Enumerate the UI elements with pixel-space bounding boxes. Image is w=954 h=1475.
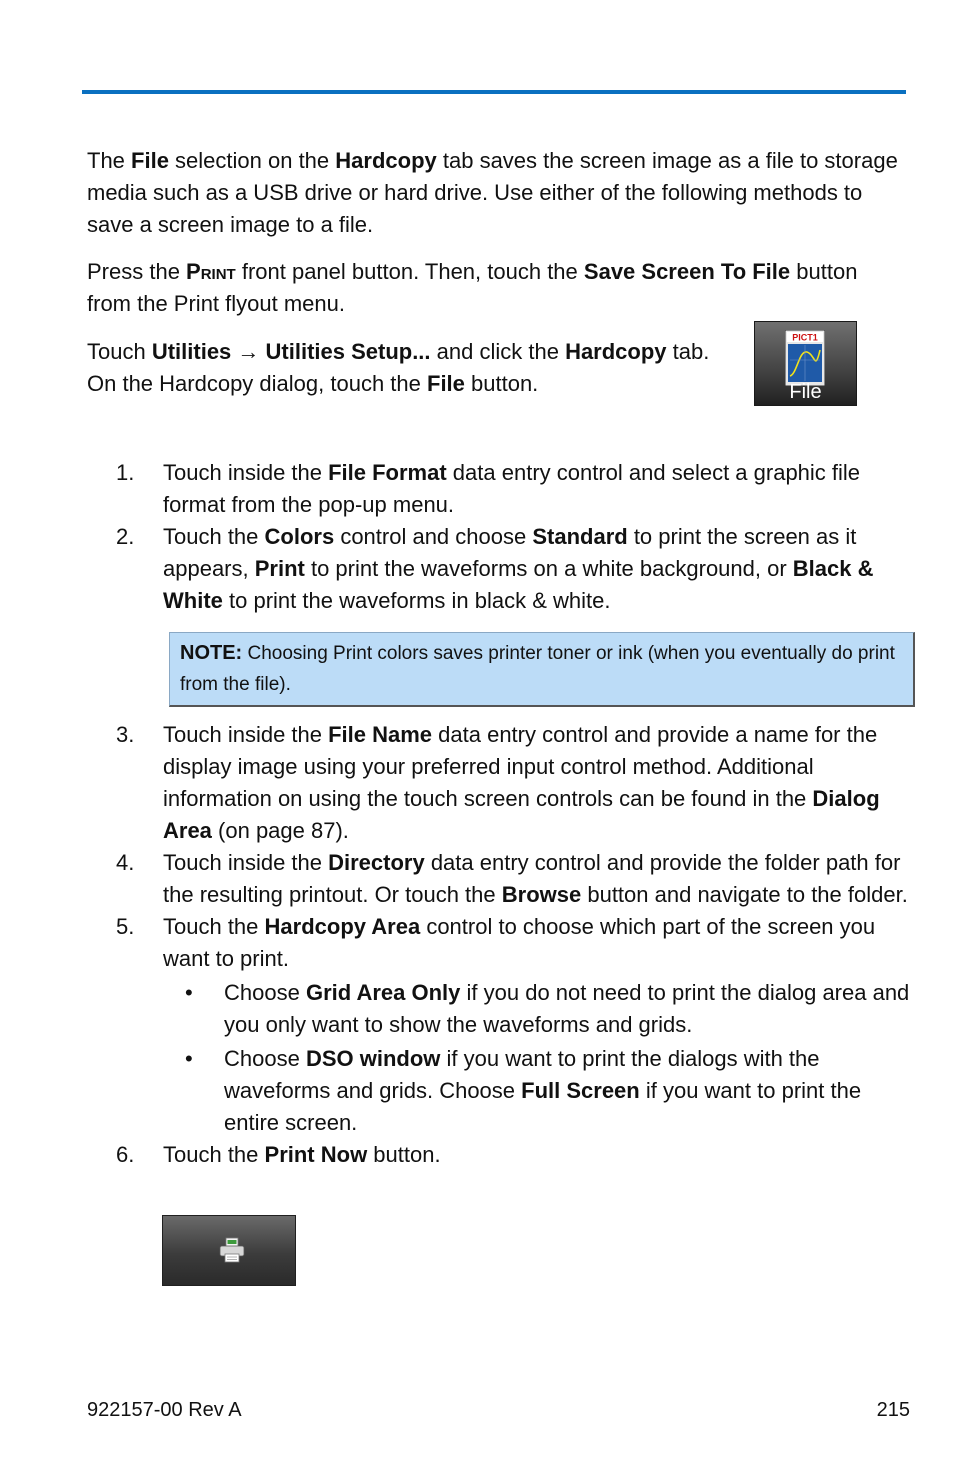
note-label: NOTE: — [180, 642, 243, 664]
step-3: 3. Touch inside the File Name data entry control and provide a name for the display image using your preferred input control method. Additional information on using the touch screen controls can be found in the Dialog Area (on page 87). — [116, 722, 880, 843]
step-2: 2. Touch the Colors control and choose Standard to print the screen as it appears, Print to print the waveforms on a white background, or Black & White to print the waveforms in black & white. — [116, 524, 874, 613]
intro-paragraph: The File selection on the Hardcopy tab saves the screen image as a file to storage media such as a USB drive or hard drive. Use either of the following methods to save a screen image to a file. — [87, 148, 898, 237]
note-box — [169, 632, 915, 707]
step-6: 6. Touch the Print Now button. — [116, 1142, 441, 1167]
option-dso-window: • Choose DSO window if you want to print the dialogs with the waveforms and grids. Choose Full Screen if you want to print the entire screen. — [185, 1046, 862, 1135]
step-1: 1. Touch inside the File Format data entry control and select a graphic file format from the pop-up menu. — [116, 460, 861, 517]
hardcopy-area-options — [163, 977, 917, 1139]
option-grid-area-only: • Choose Grid Area Only if you do not need to print the dialog area and you only want to show the waveforms and grids. — [185, 980, 910, 1037]
note-text: Choosing Print colors saves printer toner or ink (when you eventually do print from the file). — [180, 643, 895, 695]
file-button-caption: File — [789, 381, 822, 403]
printer-icon — [218, 1237, 246, 1263]
step-4: 4. Touch inside the Directory data entry control and provide the folder path for the resulting printout. Or touch the Browse button and navigate to the folder. — [116, 850, 908, 907]
footer-doc-id: 922157-00 Rev A — [87, 1399, 242, 1421]
method-utilities-paragraph: Touch Utilities → Utilities Setup... and click the Hardcopy tab. On the Hardcopy dialog, touch the File button. — [87, 339, 710, 396]
header-rule — [82, 90, 906, 94]
footer-page-number: 215 — [876, 1399, 910, 1421]
method-print-paragraph: Press the Print front panel button. Then, touch the Save Screen To File button from the Print flyout menu. — [87, 259, 858, 316]
file-thumbnail-icon — [785, 330, 825, 386]
pict-tag: PICT1 — [792, 332, 818, 343]
steps-list-part2 — [87, 719, 917, 1171]
steps-list-part1 — [87, 457, 917, 617]
print-now-button-image — [162, 1215, 296, 1286]
step-5: 5. Touch the Hardcopy Area control to choose which part of the screen you want to print. • Choose Grid Area Only if you do not need to print the dialog area and you only want to show the waveforms and grids. • Choose DSO window if you want to print the dialogs with the waveforms and grids. Choose Full Screen if you want to print the entire screen. — [87, 911, 917, 1139]
file-button-image — [754, 321, 857, 406]
